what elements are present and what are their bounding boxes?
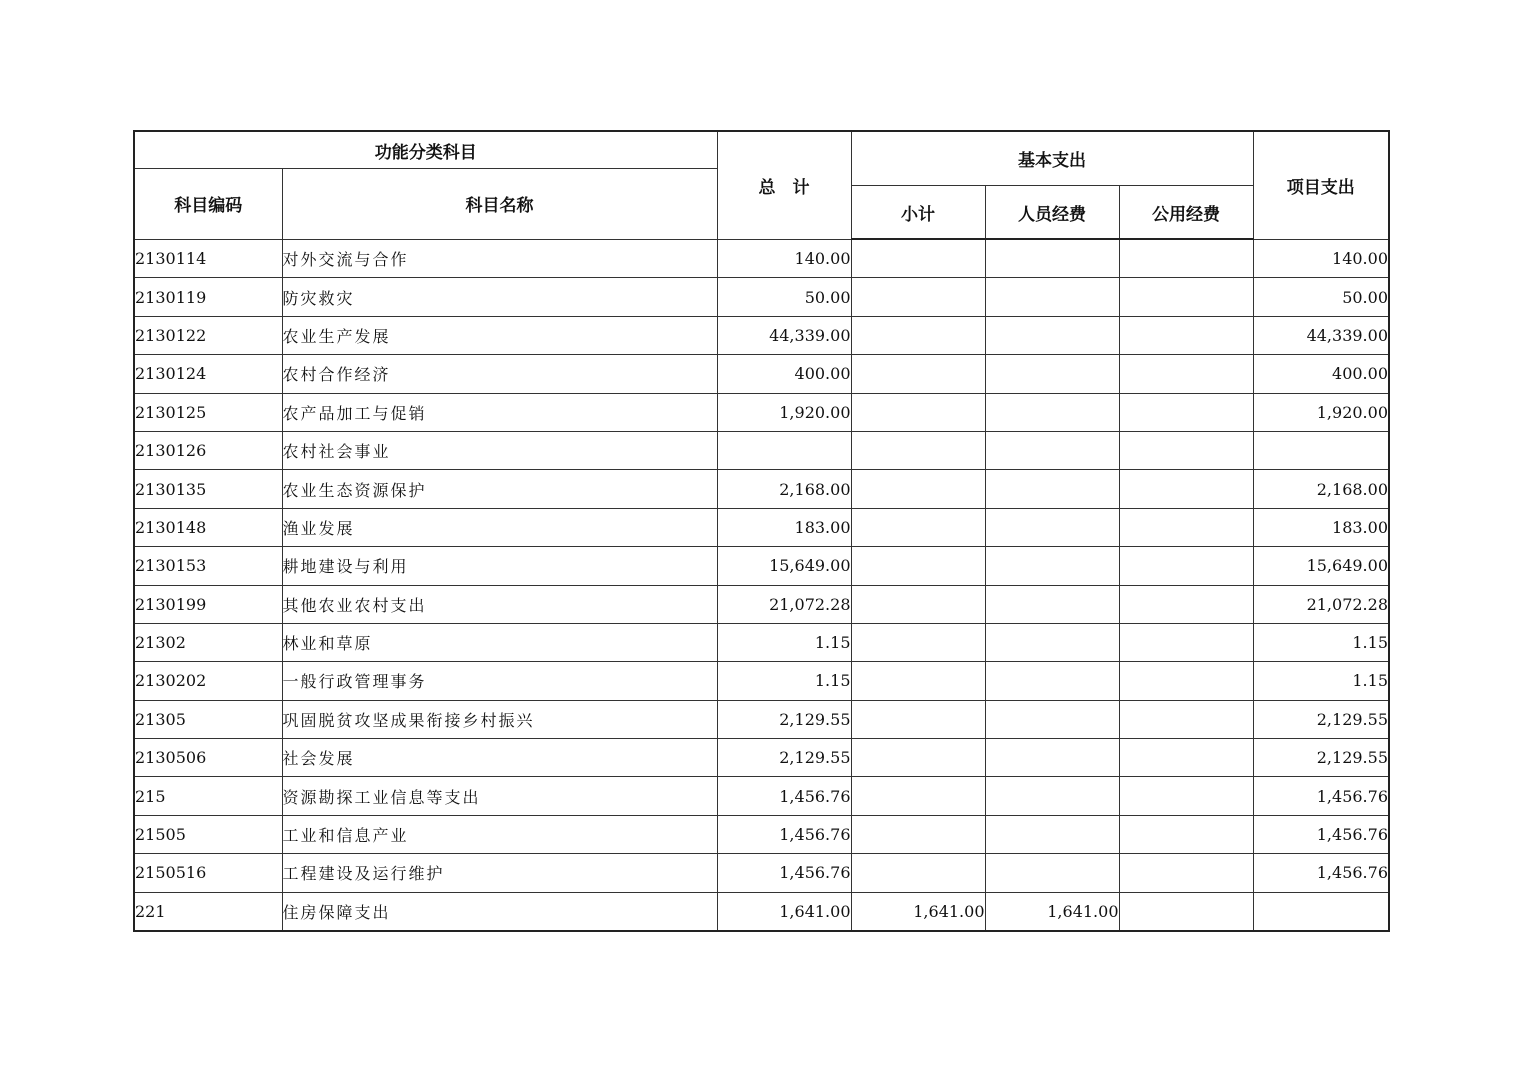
- public-expense-cell: [1119, 815, 1253, 853]
- subtotal-cell: [851, 739, 985, 777]
- subject-code-cell: 2130124: [134, 355, 282, 393]
- subject-code-cell: 2130122: [134, 316, 282, 354]
- personnel-expense-cell: [985, 278, 1119, 316]
- project-expenditure-cell: 1.15: [1253, 662, 1389, 700]
- public-expense-cell: [1119, 585, 1253, 623]
- table-row: [134, 777, 1389, 815]
- subject-name-cell: 林业和草原: [282, 623, 717, 661]
- table-row: [134, 508, 1389, 546]
- public-expense-cell: [1119, 547, 1253, 585]
- subject-name-cell: 住房保障支出: [282, 892, 717, 931]
- subject-name-cell: 工程建设及运行维护: [282, 854, 717, 892]
- subject-name-cell: 农业生态资源保护: [282, 470, 717, 508]
- subtotal-cell: [851, 393, 985, 431]
- project-expenditure-cell: 50.00: [1253, 278, 1389, 316]
- personnel-expense-cell: [985, 623, 1119, 661]
- header-public-expense: 公用经费: [1119, 186, 1253, 240]
- subtotal-cell: [851, 508, 985, 546]
- total-cell: 1,456.76: [717, 815, 851, 853]
- project-expenditure-cell: 183.00: [1253, 508, 1389, 546]
- table-row: [134, 278, 1389, 316]
- total-cell: 140.00: [717, 239, 851, 278]
- subject-name-cell: 耕地建设与利用: [282, 547, 717, 585]
- subject-name-cell: 一般行政管理事务: [282, 662, 717, 700]
- project-expenditure-cell: [1253, 892, 1389, 931]
- subtotal-cell: [851, 700, 985, 738]
- subtotal-cell: [851, 547, 985, 585]
- personnel-expense-cell: [985, 739, 1119, 777]
- project-expenditure-cell: 1,456.76: [1253, 854, 1389, 892]
- personnel-expense-cell: [985, 547, 1119, 585]
- subject-code-cell: 215: [134, 777, 282, 815]
- total-cell: 44,339.00: [717, 316, 851, 354]
- subject-code-cell: 2130135: [134, 470, 282, 508]
- header-subject-code: 科目编码: [134, 169, 282, 240]
- header-subtotal: 小计: [851, 186, 985, 240]
- subject-code-cell: 2130119: [134, 278, 282, 316]
- table-row: [134, 854, 1389, 892]
- project-expenditure-cell: 2,129.55: [1253, 700, 1389, 738]
- public-expense-cell: [1119, 355, 1253, 393]
- project-expenditure-cell: 1,920.00: [1253, 393, 1389, 431]
- public-expense-cell: [1119, 662, 1253, 700]
- table-row: [134, 585, 1389, 623]
- subtotal-cell: [851, 470, 985, 508]
- personnel-expense-cell: [985, 662, 1119, 700]
- subtotal-cell: [851, 239, 985, 278]
- public-expense-cell: [1119, 316, 1253, 354]
- subject-code-cell: 2150516: [134, 854, 282, 892]
- subject-name-cell: 农产品加工与促销: [282, 393, 717, 431]
- header-functional-classification: 功能分类科目: [134, 131, 717, 169]
- subtotal-cell: [851, 278, 985, 316]
- project-expenditure-cell: 2,168.00: [1253, 470, 1389, 508]
- total-cell: 21,072.28: [717, 585, 851, 623]
- subject-name-cell: 社会发展: [282, 739, 717, 777]
- subject-code-cell: 2130506: [134, 739, 282, 777]
- public-expense-cell: [1119, 431, 1253, 469]
- total-cell: 2,129.55: [717, 700, 851, 738]
- personnel-expense-cell: [985, 470, 1119, 508]
- subtotal-cell: [851, 585, 985, 623]
- table-row: [134, 239, 1389, 278]
- project-expenditure-cell: 44,339.00: [1253, 316, 1389, 354]
- public-expense-cell: [1119, 278, 1253, 316]
- project-expenditure-cell: 21,072.28: [1253, 585, 1389, 623]
- public-expense-cell: [1119, 508, 1253, 546]
- header-project-expenditure: 项目支出: [1253, 131, 1389, 239]
- project-expenditure-cell: 1,456.76: [1253, 815, 1389, 853]
- subtotal-cell: [851, 854, 985, 892]
- total-cell: 183.00: [717, 508, 851, 546]
- public-expense-cell: [1119, 470, 1253, 508]
- subject-code-cell: 2130125: [134, 393, 282, 431]
- total-cell: 15,649.00: [717, 547, 851, 585]
- personnel-expense-cell: [985, 854, 1119, 892]
- subtotal-cell: 1,641.00: [851, 892, 985, 931]
- project-expenditure-cell: 400.00: [1253, 355, 1389, 393]
- table-row: [134, 470, 1389, 508]
- subject-code-cell: 2130114: [134, 239, 282, 278]
- subject-name-cell: 其他农业农村支出: [282, 585, 717, 623]
- total-cell: 1.15: [717, 623, 851, 661]
- header-personnel-expense: 人员经费: [985, 186, 1119, 240]
- public-expense-cell: [1119, 239, 1253, 278]
- subject-code-cell: 2130199: [134, 585, 282, 623]
- subject-name-cell: 工业和信息产业: [282, 815, 717, 853]
- table-body: [134, 239, 1389, 931]
- subject-code-cell: 21305: [134, 700, 282, 738]
- subject-code-cell: 2130153: [134, 547, 282, 585]
- table-row: [134, 547, 1389, 585]
- header-total: 总 计: [717, 131, 851, 239]
- table-row: [134, 662, 1389, 700]
- expenditure-table: [133, 130, 1390, 932]
- total-cell: 1,456.76: [717, 777, 851, 815]
- table-row: [134, 431, 1389, 469]
- project-expenditure-cell: 1.15: [1253, 623, 1389, 661]
- subject-code-cell: 2130126: [134, 431, 282, 469]
- personnel-expense-cell: [985, 239, 1119, 278]
- subject-name-cell: 农业生产发展: [282, 316, 717, 354]
- public-expense-cell: [1119, 892, 1253, 931]
- subject-code-cell: 2130148: [134, 508, 282, 546]
- public-expense-cell: [1119, 854, 1253, 892]
- table-row: [134, 892, 1389, 931]
- public-expense-cell: [1119, 700, 1253, 738]
- total-cell: 2,168.00: [717, 470, 851, 508]
- project-expenditure-cell: 140.00: [1253, 239, 1389, 278]
- subject-code-cell: 2130202: [134, 662, 282, 700]
- personnel-expense-cell: [985, 431, 1119, 469]
- subject-code-cell: 21505: [134, 815, 282, 853]
- subject-name-cell: 资源勘探工业信息等支出: [282, 777, 717, 815]
- public-expense-cell: [1119, 393, 1253, 431]
- subtotal-cell: [851, 777, 985, 815]
- project-expenditure-cell: 15,649.00: [1253, 547, 1389, 585]
- subtotal-cell: [851, 815, 985, 853]
- table-row: [134, 316, 1389, 354]
- total-cell: 400.00: [717, 355, 851, 393]
- table-row: [134, 393, 1389, 431]
- personnel-expense-cell: [985, 393, 1119, 431]
- subtotal-cell: [851, 662, 985, 700]
- subtotal-cell: [851, 623, 985, 661]
- subject-name-cell: 农村合作经济: [282, 355, 717, 393]
- table-row: [134, 623, 1389, 661]
- table-row: [134, 739, 1389, 777]
- header-subject-name: 科目名称: [282, 169, 717, 240]
- personnel-expense-cell: [985, 700, 1119, 738]
- personnel-expense-cell: [985, 508, 1119, 546]
- total-cell: 1,456.76: [717, 854, 851, 892]
- public-expense-cell: [1119, 777, 1253, 815]
- total-cell: 1,641.00: [717, 892, 851, 931]
- subject-code-cell: 21302: [134, 623, 282, 661]
- public-expense-cell: [1119, 623, 1253, 661]
- personnel-expense-cell: 1,641.00: [985, 892, 1119, 931]
- subject-name-cell: 防灾救灾: [282, 278, 717, 316]
- project-expenditure-cell: 2,129.55: [1253, 739, 1389, 777]
- total-cell: 1,920.00: [717, 393, 851, 431]
- project-expenditure-cell: [1253, 431, 1389, 469]
- total-cell: 1.15: [717, 662, 851, 700]
- personnel-expense-cell: [985, 815, 1119, 853]
- subject-code-cell: 221: [134, 892, 282, 931]
- project-expenditure-cell: 1,456.76: [1253, 777, 1389, 815]
- subtotal-cell: [851, 355, 985, 393]
- total-cell: 50.00: [717, 278, 851, 316]
- subject-name-cell: 巩固脱贫攻坚成果衔接乡村振兴: [282, 700, 717, 738]
- personnel-expense-cell: [985, 585, 1119, 623]
- personnel-expense-cell: [985, 777, 1119, 815]
- personnel-expense-cell: [985, 355, 1119, 393]
- subject-name-cell: 对外交流与合作: [282, 239, 717, 278]
- public-expense-cell: [1119, 739, 1253, 777]
- subject-name-cell: 渔业发展: [282, 508, 717, 546]
- table-row: [134, 700, 1389, 738]
- subtotal-cell: [851, 316, 985, 354]
- subtotal-cell: [851, 431, 985, 469]
- subject-name-cell: 农村社会事业: [282, 431, 717, 469]
- header-basic-expenditure: 基本支出: [851, 131, 1253, 186]
- table-row: [134, 355, 1389, 393]
- personnel-expense-cell: [985, 316, 1119, 354]
- total-cell: 2,129.55: [717, 739, 851, 777]
- total-cell: [717, 431, 851, 469]
- table-row: [134, 815, 1389, 853]
